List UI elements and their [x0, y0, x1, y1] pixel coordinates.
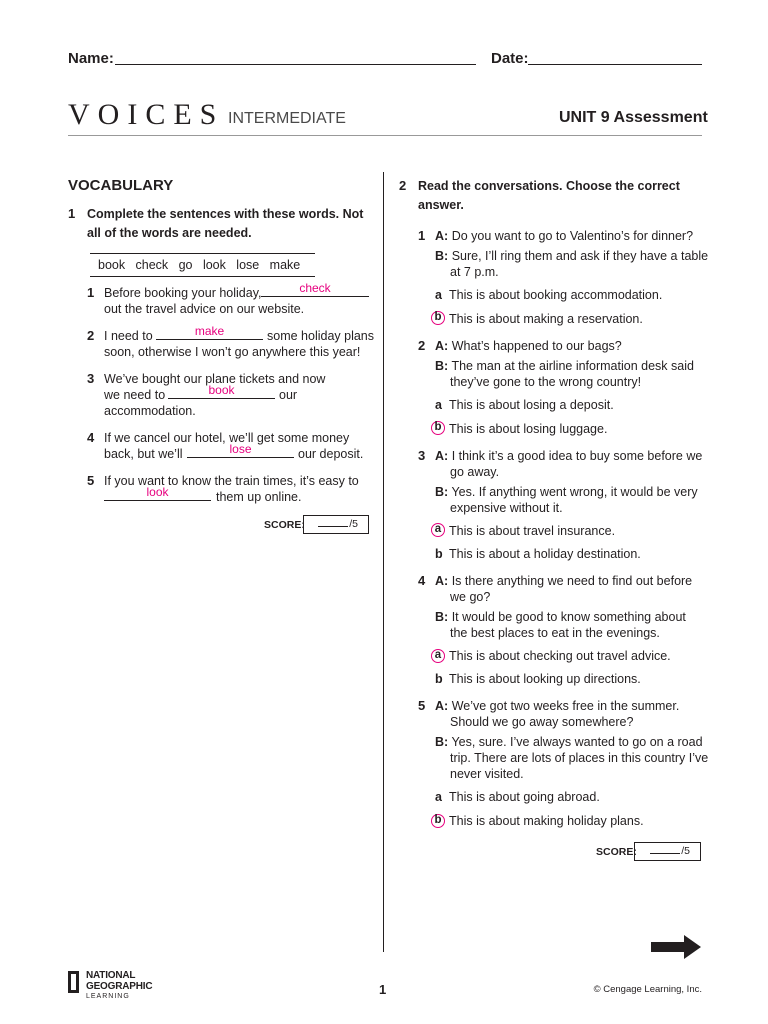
- next-page-arrow-icon[interactable]: [651, 935, 701, 959]
- option-a-letter[interactable]: a: [435, 398, 442, 412]
- brand-logo: VOICES: [68, 98, 225, 131]
- conversation-line-a-cont: Should we go away somewhere?: [450, 715, 634, 729]
- header-divider: [68, 135, 702, 136]
- vocab-answer-blank[interactable]: [156, 339, 263, 340]
- score-total: /5: [349, 518, 358, 530]
- conversation-line-a: A: Is there anything we need to find out before: [435, 574, 693, 588]
- name-label: Name:: [68, 50, 114, 67]
- vocab-item-text: out the travel advice on our website.: [104, 302, 305, 316]
- date-label: Date:: [491, 50, 529, 67]
- conversation-line-a: A: We’ve got two weeks free in the summer.: [435, 699, 680, 713]
- score-blank: [318, 516, 348, 527]
- conversation-line-a: A: What’s happened to our bags?: [435, 339, 622, 353]
- conversation-number: 1: [418, 228, 426, 243]
- vocab-item-number: 3: [87, 371, 95, 386]
- vocab-item-text: accommodation.: [104, 404, 196, 418]
- conversation-number: 3: [418, 448, 426, 463]
- name-field[interactable]: [115, 64, 476, 65]
- option-b-text: This is about looking up directions.: [449, 672, 641, 686]
- option-b-letter[interactable]: b: [435, 672, 443, 686]
- vocab-item-text: we need to: [104, 388, 166, 402]
- option-b-text: This is about a holiday destination.: [449, 547, 641, 561]
- vocab-answer: book: [208, 383, 235, 397]
- vocab-item-text: Before booking your holiday,: [104, 286, 262, 300]
- exercise-2-number: 2: [399, 178, 407, 193]
- logo-rectangle-icon: [68, 971, 79, 993]
- conversation-line-b-cont: trip. There are lots of places in this country I’ve: [450, 751, 709, 765]
- option-b-letter[interactable]: b: [435, 547, 443, 561]
- word-bank-item: lose: [236, 258, 260, 272]
- date-field[interactable]: [528, 64, 702, 65]
- option-a-letter[interactable]: a: [435, 790, 442, 804]
- level-label: INTERMEDIATE: [228, 110, 346, 127]
- unit-title: [559, 109, 708, 127]
- score-total: /5: [681, 845, 690, 857]
- option-a-text: This is about booking accommodation.: [449, 288, 663, 302]
- option-a-text: This is about losing a deposit.: [449, 398, 614, 412]
- conversation-line-b-cont: at 7 p.m.: [450, 265, 499, 279]
- vocab-answer-blank[interactable]: [168, 398, 275, 399]
- vocab-item-text: them up online.: [216, 490, 302, 504]
- option-a-selected[interactable]: a: [431, 523, 445, 537]
- vocab-item-number: 5: [87, 473, 95, 488]
- vocab-answer-blank[interactable]: [261, 296, 369, 297]
- conversation-line-b-cont: the best places to eat in the evenings.: [450, 626, 660, 640]
- vocab-item-number: 2: [87, 328, 95, 343]
- vocab-answer: make: [194, 324, 225, 338]
- word-bank-item: go: [178, 258, 193, 272]
- conversation-line-b: B: It would be good to know something about: [435, 610, 686, 624]
- vocab-answer-blank[interactable]: [187, 457, 294, 458]
- word-bank-item: make: [269, 258, 301, 272]
- column-divider: [383, 172, 384, 952]
- conversation-line-a-cont: we go?: [450, 590, 491, 604]
- vocab-item-text: If you want to know the train times, it’s easy to: [104, 474, 359, 488]
- score-label: SCORE:: [596, 846, 637, 858]
- conversation-line-b: B: Yes. If anything went wrong, it would be very: [435, 485, 698, 499]
- vocab-item-text: soon, otherwise I won’t go anywhere this year!: [104, 345, 361, 359]
- vocab-item-text: We’ve bought our plane tickets and now: [104, 372, 326, 386]
- conversation-line-b: B: Sure, I’ll ring them and ask if they have a table: [435, 249, 709, 263]
- score-box[interactable]: [634, 842, 701, 861]
- vocab-item-text: back, but we’ll: [104, 447, 183, 461]
- conversation-line-b-cont: expensive without it.: [450, 501, 563, 515]
- option-a-text: This is about checking out travel advice.: [449, 649, 671, 663]
- vocabulary-heading: VOCABULARY: [68, 177, 174, 194]
- assessment-label: Assessment: [613, 109, 708, 126]
- conversation-line-b-cont: they’ve gone to the wrong country!: [450, 375, 642, 389]
- option-b-text: This is about making a reservation.: [449, 312, 643, 326]
- exercise-2-instruction: Read the conversations. Choose the correct answer.: [418, 179, 680, 212]
- vocab-item-text: some holiday plans: [267, 329, 375, 343]
- vocab-item-number: 1: [87, 285, 95, 300]
- score-box[interactable]: [303, 515, 369, 534]
- score-blank: [650, 843, 680, 854]
- option-b-text: This is about losing luggage.: [449, 422, 608, 436]
- option-b-text: This is about making holiday plans.: [449, 814, 644, 828]
- option-b-selected[interactable]: b: [431, 311, 445, 325]
- option-b-selected[interactable]: b: [431, 421, 445, 435]
- national-geographic-logo: NATIONAL GEOGRAPHIC LEARNING: [68, 970, 178, 1004]
- word-bank-item: look: [202, 258, 226, 272]
- conversation-line-a: A: Do you want to go to Valentino’s for dinner?: [435, 229, 694, 243]
- option-a-letter[interactable]: a: [435, 288, 442, 302]
- vocab-answer: check: [299, 281, 331, 295]
- vocab-answer-blank[interactable]: [104, 500, 211, 501]
- word-bank-item: check: [135, 258, 169, 272]
- vocab-item-text: I need to: [104, 329, 153, 343]
- exercise-1-number: 1: [68, 206, 76, 221]
- score-label: SCORE:: [264, 519, 305, 531]
- conversation-number: 5: [418, 698, 426, 713]
- option-a-text: This is about going abroad.: [449, 790, 600, 804]
- conversation-line-a: A: I think it’s a good idea to buy some before we: [435, 449, 703, 463]
- conversation-line-a-cont: go away.: [450, 465, 500, 479]
- option-b-selected[interactable]: b: [431, 814, 445, 828]
- exercise-1-instruction: Complete the sentences with these words. Not all of the words are needed.: [87, 207, 364, 240]
- vocab-answer: lose: [229, 442, 252, 456]
- conversation-line-b-cont: never visited.: [450, 767, 524, 781]
- unit-number: UNIT 9: [559, 109, 610, 126]
- vocab-item-text: If we cancel our hotel, we’ll get some money: [104, 431, 350, 445]
- word-bank: [90, 253, 315, 277]
- vocab-answer: look: [146, 485, 169, 499]
- conversation-line-b: B: The man at the airline information desk said: [435, 359, 694, 373]
- copyright: © Cengage Learning, Inc.: [593, 984, 702, 995]
- vocab-item-number: 4: [87, 430, 95, 445]
- conversation-number: 2: [418, 338, 426, 353]
- option-a-selected[interactable]: a: [431, 649, 445, 663]
- option-a-text: This is about travel insurance.: [449, 524, 616, 538]
- conversation-number: 4: [418, 573, 426, 588]
- vocab-item-text: our: [279, 388, 298, 402]
- word-bank-item: book: [98, 258, 126, 272]
- vocab-item-text: our deposit.: [298, 447, 364, 461]
- conversation-line-b: B: Yes, sure. I’ve always wanted to go on a road: [435, 735, 703, 749]
- page-number: 1: [379, 982, 387, 997]
